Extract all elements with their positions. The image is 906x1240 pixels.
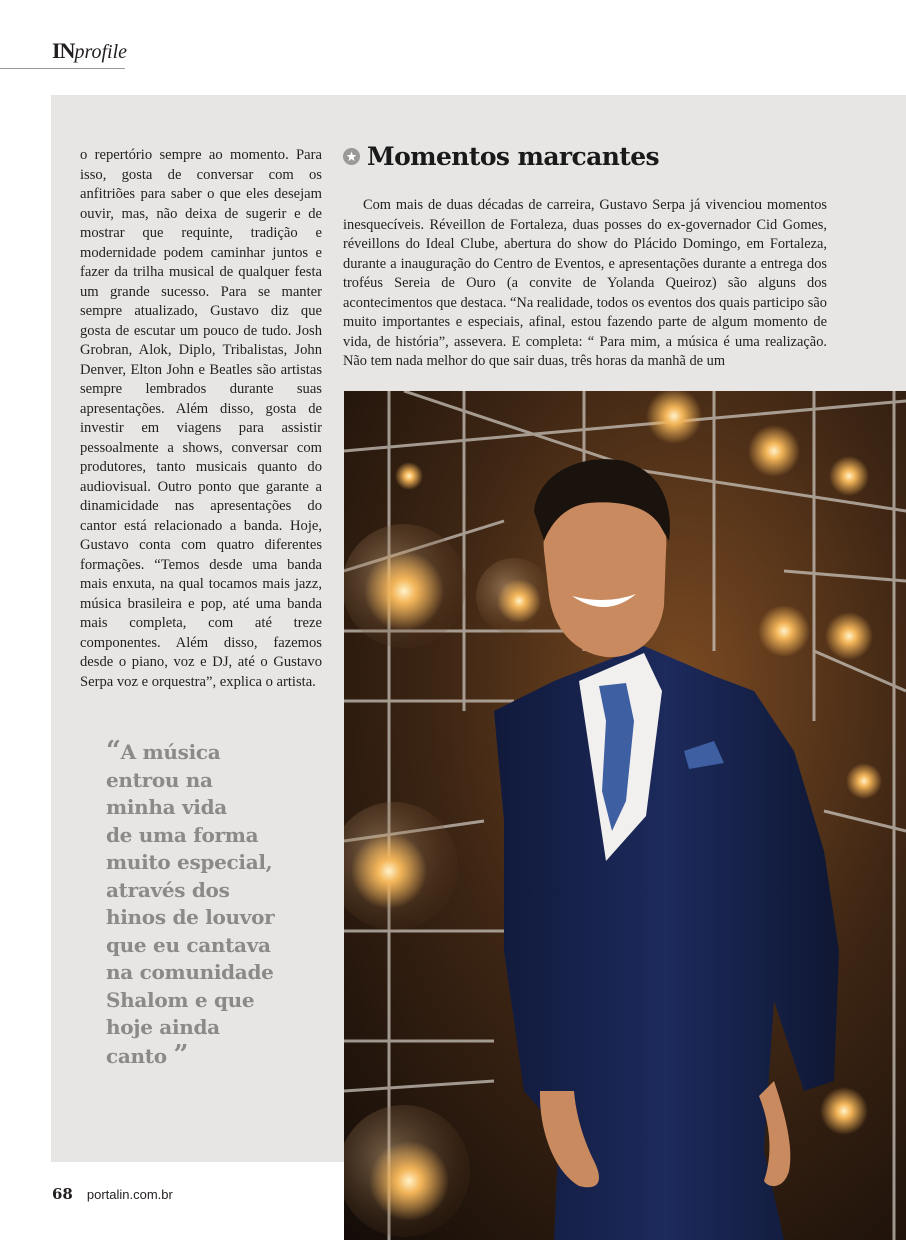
portrait-photo: [344, 391, 906, 1240]
pull-quote-line: canto: [106, 1043, 167, 1068]
pull-quote-line: A música: [120, 740, 221, 764]
page-number: 68: [52, 1185, 73, 1203]
section-title: Momentos marcantes: [367, 142, 660, 171]
brand-profile: profile: [74, 41, 128, 63]
pull-quote-line: hinos de louvor: [106, 905, 275, 929]
pull-quote-line: através dos: [106, 877, 230, 902]
pull-quote: [106, 738, 306, 1070]
section-body-paragraph: Com mais de duas décadas de carreira, Gustavo Serpa já vivenciou momentos inesquecíveis. Réveillon de Fortaleza, duas posses do ex-governador Cid Gomes, réveillons do Ideal Clube, abertura do show do Plácido Domingo, em Fortaleza, durante a inauguração do Centro de Eventos, e apresentações durante a entrega dos troféus Sereia de Ouro (a convite de Yolanda Queiroz) são alguns dos acontecimentos que destaca. “Na realidade, todos os eventos dos quais participo são muito importantes e especiais, afinal, estou fazendo parte de algum momento de vida, de história”, assevera. E completa: “ Para mim, a música é uma realização. Não tem nada melhor do que sair duas, três horas da manhã de um: [343, 197, 827, 369]
section-body: [343, 196, 827, 372]
magazine-section-brand: [52, 38, 127, 65]
pull-quote-line: de uma forma: [106, 822, 259, 847]
pull-quote-line: muito especial,: [106, 850, 273, 874]
left-column-text: o repertório sempre ao momento. Para isso, gosta de conversar com os anfitriões para saber o que eles desejam ouvir, mas, não deixa de sugerir e de mostrar que requinte, tradição e modernidade podem caminhar juntos e fazer da trilha musical de qualquer festa um grande sucesso. Para se manter sempre atualizado, Gustavo diz que gosta de escutar um pouco de tudo. Josh Grobran, Alok, Diplo, Tribalistas, John Denver, Elton John e Beatles são artistas sempre lembrados durante suas apresentações. Além disso, gosta de investir em viagens para assistir pessoalmente a shows, conversar com produtores, tanto musicais quanto do audiovisual. Outro ponto que garante a dinamicidade nas apresentações do cantor está relacionado a banda. Hoje, Gustavo conta com quatro diferentes formações. “Temos desde uma banda mais enxuta, na qual tocamos mais jazz, música brasileira e pop, até uma banda mais completa, com até treze componentes. Além disso, fazemos desde o piano, voz e DJ, até o Gustavo Serpa voz e orquestra”, explica o artista.: [80, 147, 322, 690]
header-rule: [0, 68, 125, 69]
quote-open-mark: “: [106, 736, 121, 766]
site-url: portalin.com.br: [86, 1187, 173, 1202]
pull-quote-line: minha vida: [106, 795, 227, 819]
pull-quote-line: na comunidade: [106, 960, 274, 984]
pull-quote-line: que eu cantava: [106, 932, 271, 957]
pull-quote-line: hoje ainda: [106, 1015, 220, 1039]
brand-in: IN: [52, 38, 75, 63]
section-heading: [343, 142, 659, 171]
pull-quote-line: Shalom e que: [106, 987, 255, 1012]
star-bullet-icon: [343, 148, 360, 165]
page-footer: [52, 1185, 173, 1203]
quote-close-mark: ”: [173, 1039, 189, 1070]
pull-quote-line: entrou na: [106, 767, 213, 792]
portrait-illustration: [344, 391, 906, 1240]
